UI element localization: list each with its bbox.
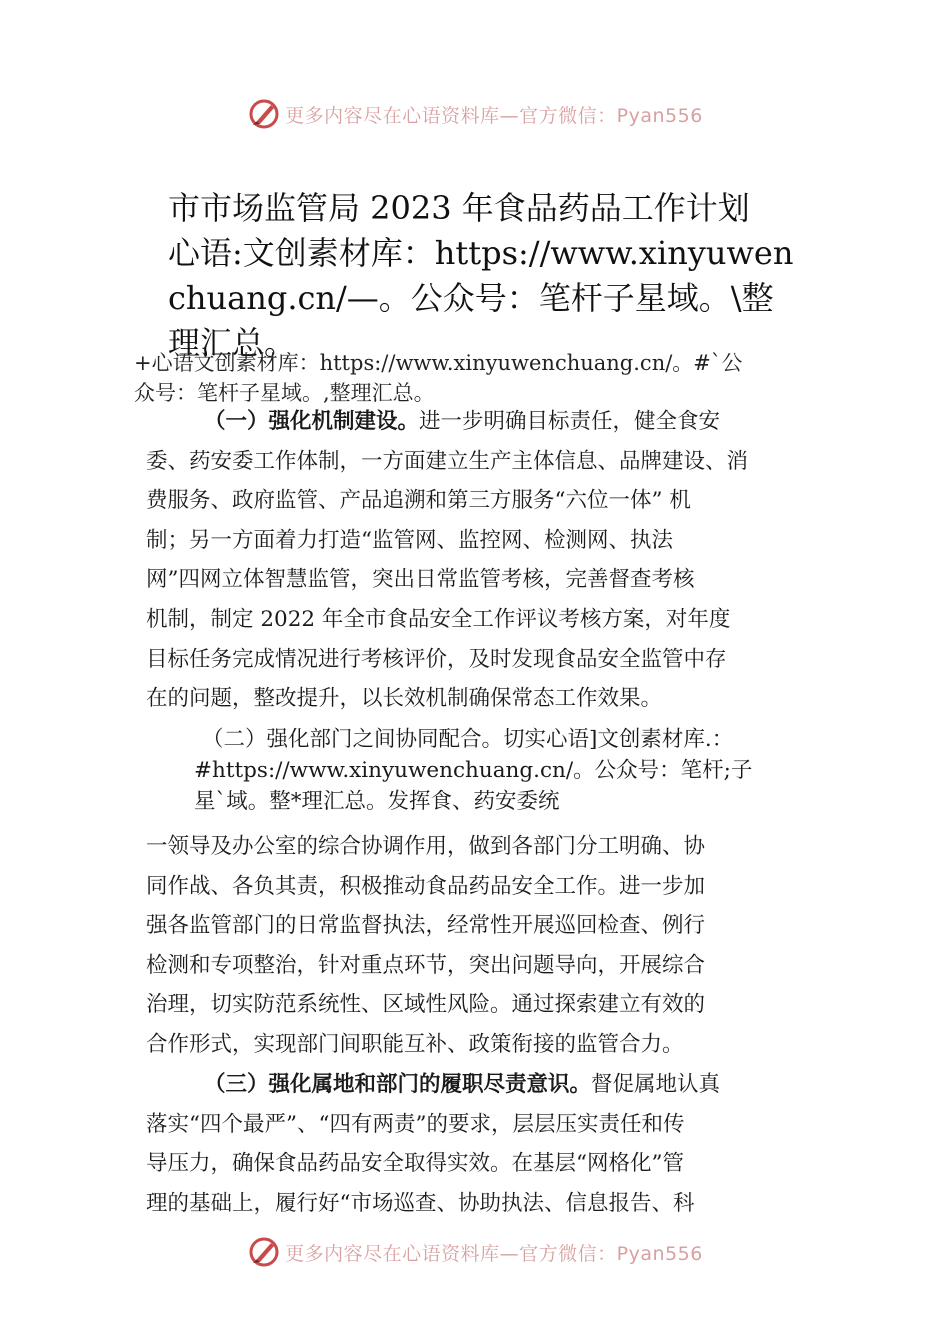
paragraph-3 — [146, 827, 816, 1065]
title-line: chuang.cn/—。公众号：笔杆子星域。\整 — [168, 279, 774, 317]
source-note — [134, 348, 824, 408]
paragraph-line: 合作形式，实现部门间职能互补、政策衔接的监管合力。 — [146, 1031, 684, 1057]
paragraph-text: 督促属地认真 — [591, 1072, 721, 1097]
paragraph-4 — [146, 1065, 816, 1223]
banner-text: 更多内容尽在心语资料库—官方微信：Pyan556 — [285, 104, 703, 127]
footer-watermark-banner — [0, 1232, 950, 1272]
title-line: 理汇总。 — [168, 324, 297, 362]
banner-text: 更多内容尽在心语资料库—官方微信：Pyan556 — [285, 1242, 703, 1265]
paragraph-line: #https://www.xinyuwenchuang.cn/。公众号：笔杆;子 — [194, 758, 753, 783]
note-line: +心语文创素材库：https://www.xinyuwenchuang.cn/。#`公 — [134, 351, 743, 375]
paragraph-line: 在的问题，整改提升，以长效机制确保常态工作效果。 — [146, 686, 663, 712]
paragraph-line: 理的基础上，履行好“市场巡查、协助执法、信息报告、科 — [146, 1190, 695, 1216]
paragraph-line: 一领导及办公室的综合协调作用，做到各部门分工明确、协 — [146, 834, 706, 859]
paragraph-1 — [146, 402, 816, 719]
paragraph-line: 治理，切实防范系统性、区域性风险。通过探索建立有效的 — [146, 992, 706, 1018]
paragraph-line — [146, 1065, 816, 1105]
document-title — [168, 186, 828, 366]
title-line: 心语:文创素材库：https://www.xinyuwen — [168, 234, 794, 272]
paragraph-line: 强各监管部门的日常监督执法，经常性开展巡回检查、例行 — [146, 913, 706, 939]
paragraph-line — [146, 402, 816, 442]
paragraph-line: 目标任务完成情况进行考核评价，及时发现食品安全监管中存 — [146, 646, 727, 672]
paragraph-line: 委、药安委工作体制，一方面建立生产主体信息、品牌建设、消 — [146, 448, 749, 474]
paragraph-line: 费服务、政府监管、产品追溯和第三方服务“六位一体” 机 — [146, 488, 691, 514]
paragraph-line: 星`域。整*理汇总。发挥食、药安委统 — [194, 789, 560, 814]
paragraph-line: （二）强化部门之间协同配合。切实心语]文创素材库.： — [202, 727, 734, 752]
paragraph-line: 网”四网立体智慧监管，突出日常监管考核，完善督查考核 — [146, 567, 695, 593]
paragraph-2 — [168, 724, 818, 817]
paragraph-line: 制；另一方面着力打造“监管网、监控网、检测网、执法 — [146, 527, 673, 553]
pen-logo-icon — [247, 97, 281, 131]
note-line: 众号：笔杆子星域。,整理汇总。 — [134, 381, 435, 405]
paragraph-line: 同作战、各负其责，积极推动食品药品安全工作。进一步加 — [146, 873, 706, 899]
paragraph-line: 落实“四个最严”、“四有两责”的要求，层层压实责任和传 — [146, 1111, 685, 1137]
paragraph-line: 导压力，确保食品药品安全取得实效。在基层“网格化”管 — [146, 1151, 684, 1177]
section-heading: （三）强化属地和部门的履职尽责意识。 — [204, 1072, 592, 1097]
pen-logo-icon — [247, 1235, 281, 1269]
paragraph-line: 机制，制定 2022 年全市食品安全工作评议考核方案，对年度 — [146, 606, 731, 632]
header-watermark-banner — [0, 94, 950, 134]
section-heading: （一）强化机制建设。 — [204, 409, 420, 434]
paragraph-line: 检测和专项整治，针对重点环节，突出问题导向，开展综合 — [146, 952, 706, 978]
paragraph-text: 进一步明确目标责任，健全食安 — [419, 409, 721, 434]
title-line: 市市场监管局 2023 年食品药品工作计划 — [168, 189, 750, 227]
